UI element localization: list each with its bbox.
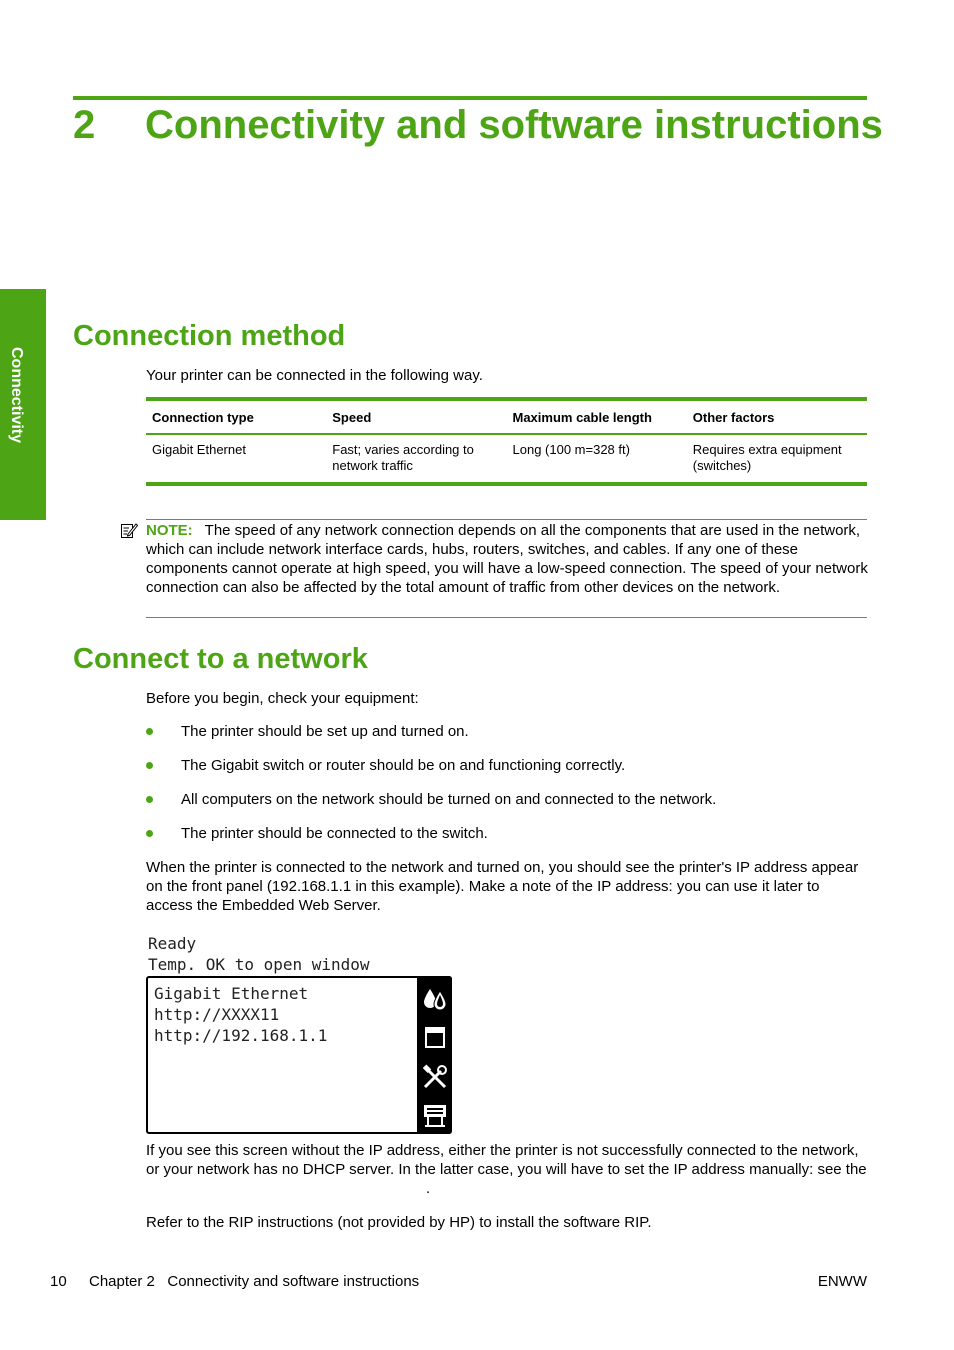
footer-chapter-ref: Chapter 2 Connectivity and software instructions [89,1273,420,1290]
table-header: Speed [326,399,506,434]
table-header: Other factors [687,399,867,434]
footer-enww: ENWW [817,1273,867,1290]
list-item [146,722,716,756]
note-text-block [146,521,868,597]
dhcp-text-end: . [426,1180,431,1197]
table-header-row [146,399,867,434]
list-item [146,824,716,858]
chapter-number: 2 [73,103,96,147]
list-item-text: The printer should be set up and turned on. [181,723,469,740]
table-cell: Requires extra equipment (switches) [687,434,867,484]
tools-icon[interactable] [419,1060,450,1094]
bullet-icon [146,762,153,769]
front-panel-line: http://XXXX11 [154,1005,280,1024]
section-heading-connect-to-network: Connect to a network [73,643,368,675]
bullet-icon [146,830,153,837]
bullet-icon [146,728,153,735]
ink-drop-icon[interactable] [419,982,450,1016]
section2-paragraph-rip: Refer to the RIP instructions (not provided by HP) to install the software RIP. [146,1214,652,1231]
chapter-title-text: Connectivity and software instructions [145,103,883,147]
list-item-text: All computers on the network should be turned on and connected to the network. [181,791,717,808]
table-cell: Gigabit Ethernet [146,434,326,484]
table-header: Connection type [146,399,326,434]
printer-icon[interactable] [419,1098,450,1132]
section-heading-connection-method: Connection method [73,320,346,352]
paper-roll-icon[interactable] [419,1020,450,1054]
front-panel-icon-column [417,976,452,1134]
side-tab-label: Connectivity [8,347,25,444]
front-panel-status-temp: Temp. OK to open window [148,955,370,974]
bullet-icon [146,796,153,803]
list-item-text: The Gigabit switch or router should be on and functioning correctly. [181,757,626,774]
section2-paragraph-ip: When the printer is connected to the network and turned on, you should see the printer's IP address appear on the front panel (192.168.1.1 in this example). Make a note of the IP address: you can use it later to access the Embedded Web Server. [146,859,859,914]
section2-paragraph-dhcp [146,1141,868,1198]
list-item [146,790,716,824]
front-panel-line: http://192.168.1.1 [154,1026,328,1045]
footer-page-number: 10 [50,1273,67,1290]
section2-intro: Before you begin, check your equipment: [146,690,419,707]
front-panel-status-ready: Ready [148,934,197,953]
note-label: NOTE: [146,522,193,539]
note-pencil-icon [120,521,138,539]
connection-table [146,397,867,486]
list-item [146,756,716,790]
table-cell: Long (100 m=328 ft) [507,434,687,484]
table-cell: Fast; varies according to network traffic [326,434,506,484]
note-body: The speed of any network connection depends on all the components that are used in the network, which can include network interface cards, hubs, routers, switches, and cables. If any one of these components cannot operate at high speed, you will have a low-speed connection. The speed of your network connection can also be affected by the total amount of traffic from other devices on the network. [146,522,868,596]
section1-intro: Your printer can be connected in the following way. [146,367,483,384]
list-item-text: The printer should be connected to the switch. [181,825,488,842]
table-row [146,434,867,484]
equipment-checklist [146,722,716,858]
front-panel-line: Gigabit Ethernet [154,984,309,1003]
chapter-title [73,100,883,150]
table-header: Maximum cable length [507,399,687,434]
dhcp-text: If you see this screen without the IP address, either the printer is not successfully connected to the network, or your network has no DHCP server. In the latter case, you will have to set the IP address manually: see the [146,1142,867,1178]
